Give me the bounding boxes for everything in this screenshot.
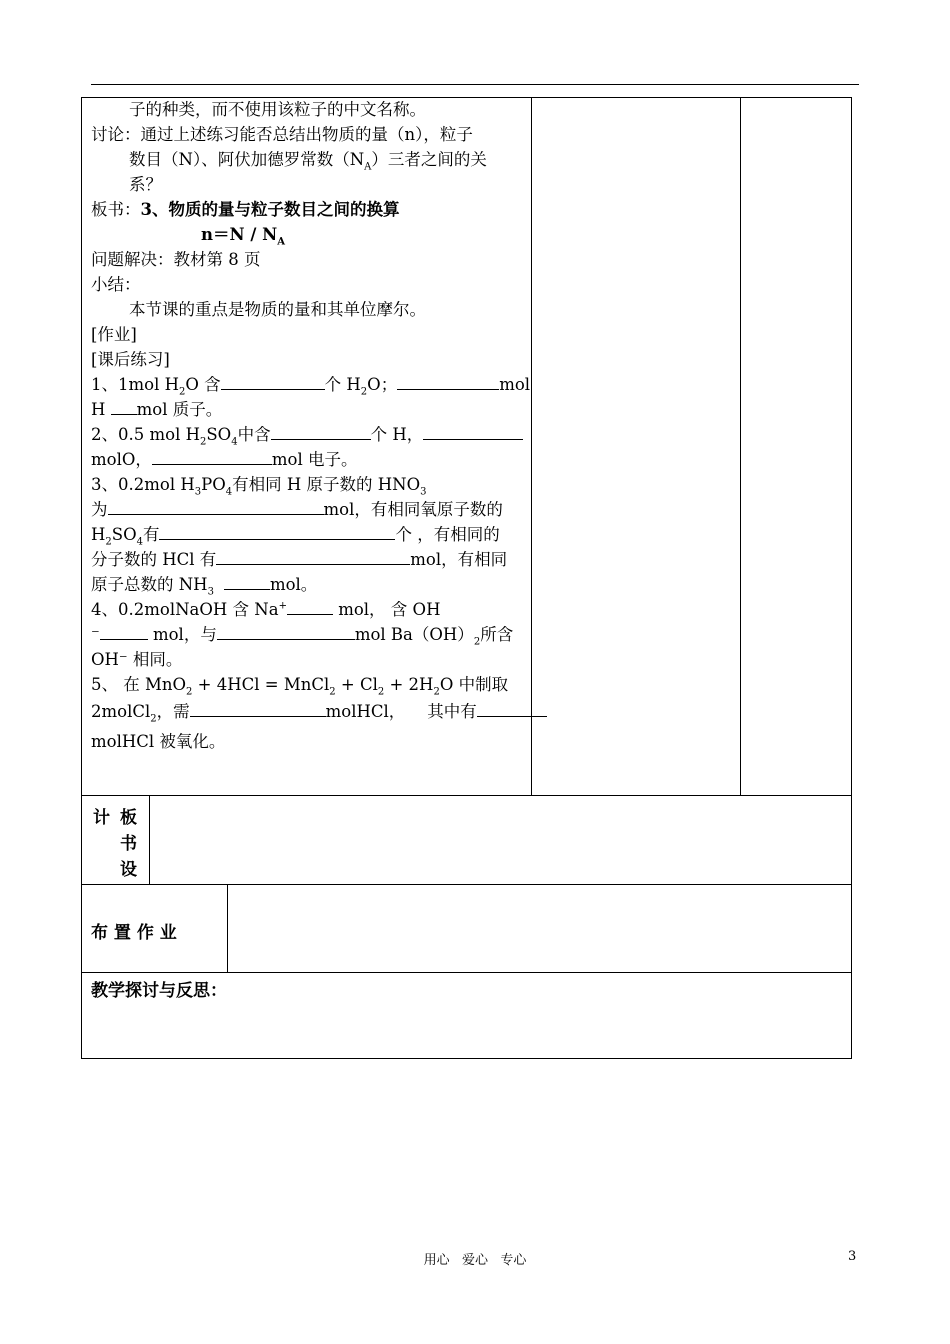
question-4-cont: OH⁻ 相同。 xyxy=(91,650,183,669)
discussion-line: 讨论：通过上述练习能否总结出物质的量（n），粒子 xyxy=(91,125,473,144)
problem-line: 问题解决：教材第 8 页 xyxy=(91,250,261,269)
answer-blank[interactable] xyxy=(423,422,523,440)
formula-line: $n=N / N_A$ xyxy=(201,225,285,248)
homework-label-divider xyxy=(227,884,228,972)
question-3-cont: $H_2SO_4$有 个 ，有相同的 xyxy=(91,522,527,547)
question-4: 4、0.2molNaOH 含 Na+ mol， 含 OH xyxy=(91,597,527,622)
question-3-cont: 原子总数的 $NH_3$ mol。 xyxy=(91,572,527,597)
answer-blank[interactable] xyxy=(216,547,410,565)
question-3-cont: 分子数的 HCl 有 mol，有相同 xyxy=(91,547,527,572)
lesson-content xyxy=(91,97,531,757)
summary-text: 本节课的重点是物质的量和其单位摩尔。 xyxy=(129,300,426,319)
answer-blank[interactable] xyxy=(217,622,355,640)
row-divider-1 xyxy=(81,795,852,796)
question-4-cont: ⁻ mol，与 mol $Ba(OH)_2$所含 xyxy=(91,622,527,647)
question-1: 1、1mol $H_2O$ 含 个 $H_2O$； mol xyxy=(91,372,527,397)
answer-blank[interactable] xyxy=(159,522,395,540)
question-2: 2、0.5 mol $H_2SO_4$中含 个 H， xyxy=(91,422,527,447)
row-divider-3 xyxy=(81,972,852,973)
answer-blank[interactable] xyxy=(190,699,326,717)
answer-blank[interactable] xyxy=(477,699,547,717)
board-line: 板书：3、物质的量与粒子数目之间的换算 xyxy=(91,200,400,219)
discussion-line: 系？ xyxy=(129,175,162,194)
answer-blank[interactable] xyxy=(221,372,325,390)
discussion-line: 数目（N）、阿伏加德罗常数$(N_A)$三者之间的关 xyxy=(129,150,487,173)
answer-blank[interactable] xyxy=(397,372,499,390)
homework-heading: [作业] xyxy=(91,325,137,344)
answer-blank[interactable] xyxy=(100,622,148,640)
question-3-cont: 为 mol，有相同氧原子数的 xyxy=(91,497,527,522)
header-rule xyxy=(91,84,859,85)
question-1-cont: H mol 质子。 xyxy=(91,397,527,422)
column-divider-2 xyxy=(740,97,741,795)
text-line: 子的种类，而不使用该粒子的中文名称。 xyxy=(129,100,426,119)
question-3: 3、0.2mol $H_3PO_4$有相同 H 原子数的 $HNO_3$ xyxy=(91,475,427,498)
row-divider-2 xyxy=(81,884,852,885)
answer-blank[interactable] xyxy=(224,572,270,590)
answer-blank[interactable] xyxy=(111,397,137,415)
question-5-cont: 2molCl$_2$，需 molHCl， 其中有 xyxy=(91,697,527,727)
board-design-label: 计 板 书 设 xyxy=(93,808,137,880)
question-5: 5、 在 MnO$_2$ + 4HCl = MnCl$_2$ + $Cl_2 + 2H_2O$ 中制取 xyxy=(91,675,509,698)
footer-motto: 用心 爱心 专心 xyxy=(423,1253,527,1268)
question-2-cont: molO， mol 电子。 xyxy=(91,447,527,472)
answer-blank[interactable] xyxy=(108,497,324,515)
exercise-heading: [课后练习] xyxy=(91,350,170,369)
answer-blank[interactable] xyxy=(152,447,272,465)
column-divider-1 xyxy=(531,97,532,795)
question-5-cont: molHCl 被氧化。 xyxy=(91,732,226,751)
homework-label: 布 置 作 业 xyxy=(91,923,177,943)
answer-blank[interactable] xyxy=(271,422,371,440)
answer-blank[interactable] xyxy=(287,597,333,615)
page-number: 3 xyxy=(848,1249,857,1264)
board-label-divider xyxy=(149,795,150,884)
reflection-label: 教学探讨与反思： xyxy=(91,981,227,1001)
summary-heading: 小结： xyxy=(91,275,141,294)
